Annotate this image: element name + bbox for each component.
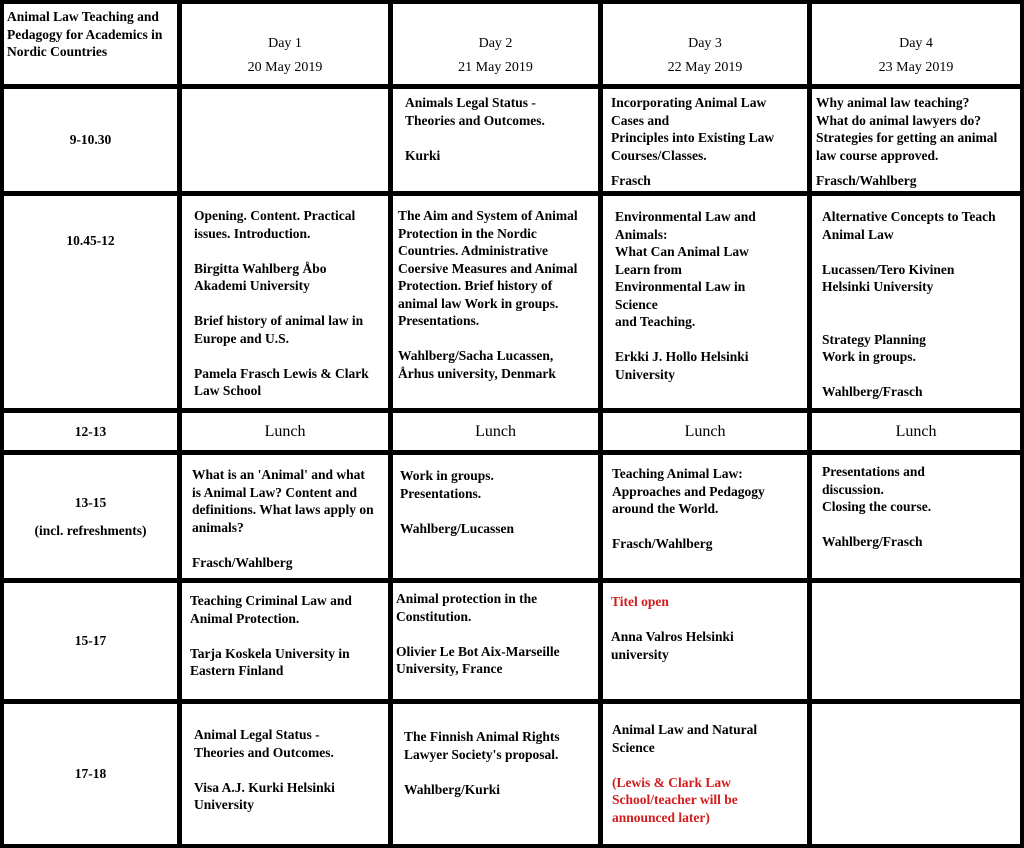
lunch-day4: Lunch bbox=[812, 413, 1020, 450]
session-text: around the World. bbox=[612, 501, 719, 516]
session-day1-slot1-empty bbox=[182, 89, 388, 191]
session-presenter: Birgitta Wahlberg Åbo bbox=[194, 260, 327, 276]
session-presenter: Pamela Frasch Lewis & Clark bbox=[194, 365, 369, 381]
session-presenter: Wahlberg/Frasch bbox=[822, 384, 923, 399]
session-text: Constitution. bbox=[396, 608, 472, 624]
session-text: Coersive Measures and Animal bbox=[398, 260, 578, 276]
session-day4-slot2 bbox=[812, 196, 1020, 408]
session-text: Courses/Classes. bbox=[611, 147, 707, 163]
day-3-date: 22 May 2019 bbox=[667, 60, 743, 75]
session-text: Incorporating Animal Law bbox=[611, 95, 767, 110]
session-text: Work in groups. bbox=[400, 468, 494, 483]
session-text: Protection. Brief history of bbox=[398, 278, 553, 293]
time-label: 10.45-12 bbox=[66, 233, 115, 248]
session-day4-slot4 bbox=[812, 455, 1020, 578]
session-text: Presentations. bbox=[398, 313, 480, 328]
day-2-label: Day 2 bbox=[478, 36, 513, 51]
session-presenter: Kurki bbox=[405, 147, 441, 163]
time-slot-13-15 bbox=[4, 455, 177, 578]
day-4-header bbox=[812, 4, 1020, 84]
session-presenter: Frasch/Wahlberg bbox=[612, 536, 713, 551]
day-3-header bbox=[603, 4, 807, 84]
session-text: Closing the course. bbox=[822, 499, 932, 514]
session-text: and Teaching. bbox=[615, 314, 696, 329]
day-4-date: 23 May 2019 bbox=[878, 60, 954, 75]
session-day3-slot6 bbox=[603, 704, 807, 844]
day-1-header bbox=[182, 4, 388, 84]
session-presenter: Helsinki University bbox=[822, 279, 934, 294]
session-text: Work in groups. bbox=[822, 349, 916, 364]
session-text: Science bbox=[615, 296, 658, 312]
session-text: Science bbox=[612, 739, 655, 755]
session-day1-slot6 bbox=[182, 704, 388, 844]
session-day2-slot4 bbox=[393, 455, 598, 578]
session-text: Strategy Planning bbox=[822, 331, 926, 347]
session-day3-slot2 bbox=[603, 196, 807, 408]
time-label: 17-18 bbox=[74, 766, 107, 782]
session-presenter: Wahlberg/Lucassen bbox=[400, 520, 515, 536]
session-day2-slot1 bbox=[393, 89, 598, 191]
session-text: Animal Law bbox=[822, 226, 894, 242]
day-1-label: Day 1 bbox=[268, 36, 302, 51]
session-text: Environmental Law and bbox=[615, 209, 756, 224]
day-2-header bbox=[393, 4, 598, 84]
session-presenter: Lucassen/Tero Kivinen bbox=[822, 261, 955, 277]
session-presenter: University bbox=[615, 366, 675, 382]
session-text: Presentations. bbox=[400, 485, 482, 501]
day-3-label: Day 3 bbox=[688, 36, 722, 51]
session-text: Europe and U.S. bbox=[194, 330, 290, 346]
session-day3-slot5 bbox=[603, 583, 807, 699]
session-presenter: Wahlberg/Sacha Lucassen, bbox=[398, 348, 554, 363]
session-presenter: University bbox=[194, 797, 254, 812]
session-text: Animals: bbox=[615, 226, 668, 242]
session-day4-slot5-empty bbox=[812, 583, 1020, 699]
lunch-day3: Lunch bbox=[603, 413, 807, 450]
session-presenter: Tarja Koskela University in bbox=[190, 645, 350, 661]
time-label: 9-10.30 bbox=[69, 132, 112, 148]
day-1-date: 20 May 2019 bbox=[247, 60, 323, 75]
session-text: Theories and Outcomes. bbox=[405, 112, 545, 128]
session-text: What Can Animal Law bbox=[615, 244, 749, 259]
session-day3-slot1 bbox=[603, 89, 807, 191]
session-day4-slot1 bbox=[812, 89, 1020, 191]
session-text: animals? bbox=[192, 519, 244, 535]
session-day2-slot5 bbox=[393, 583, 598, 699]
session-presenter: Visa A.J. Kurki Helsinki bbox=[194, 779, 335, 795]
session-text: Animal Protection. bbox=[190, 610, 300, 626]
time-slot-15-17 bbox=[4, 583, 177, 699]
schedule-title: Animal Law Teaching and Pedagogy for Academics in Nordic Countries bbox=[4, 4, 177, 84]
session-text: Titel open bbox=[611, 594, 669, 609]
session-day1-slot4 bbox=[182, 455, 388, 578]
time-slot-17-18 bbox=[4, 704, 177, 844]
session-text: Lawyer Society's proposal. bbox=[404, 746, 559, 762]
session-text: Countries. Administrative bbox=[398, 243, 548, 258]
time-note: (incl. refreshments) bbox=[34, 522, 147, 538]
session-presenter: Frasch/Wahlberg bbox=[192, 554, 293, 570]
session-text: discussion. bbox=[822, 481, 884, 497]
session-presenter: Eastern Finland bbox=[190, 663, 284, 678]
session-presenter: Århus university, Denmark bbox=[398, 365, 556, 381]
session-text: Opening. Content. Practical bbox=[194, 208, 356, 223]
session-text: Teaching Criminal Law and bbox=[190, 593, 352, 608]
session-text: Principles into Existing Law bbox=[611, 130, 775, 145]
session-text: Teaching Animal Law: bbox=[612, 466, 743, 481]
session-day2-slot2 bbox=[393, 196, 598, 408]
session-presenter: Frasch bbox=[611, 173, 651, 188]
time-label: 13-15 bbox=[74, 495, 107, 510]
session-presenter: university bbox=[611, 646, 669, 662]
time-slot-9-1030 bbox=[4, 89, 177, 191]
session-text: Brief history of animal law in bbox=[194, 313, 364, 328]
session-presenter: Frasch/Wahlberg bbox=[816, 173, 917, 188]
session-day1-slot2 bbox=[182, 196, 388, 408]
time-label: 12-13 bbox=[74, 423, 107, 439]
session-note: School/teacher will be bbox=[612, 792, 738, 807]
time-slot-12-13 bbox=[4, 413, 177, 450]
session-text: is Animal Law? Content and bbox=[192, 484, 358, 500]
day-2-date: 21 May 2019 bbox=[458, 60, 533, 75]
session-presenter: Wahlberg/Kurki bbox=[404, 781, 501, 797]
session-presenter: Olivier Le Bot Aix-Marseille bbox=[396, 643, 560, 659]
session-text: Strategies for getting an animal bbox=[816, 130, 998, 145]
session-text: Learn from bbox=[615, 261, 682, 277]
session-text: Theories and Outcomes. bbox=[194, 744, 334, 760]
session-text: What is an 'Animal' and what bbox=[192, 467, 365, 482]
session-text: Alternative Concepts to Teach bbox=[822, 209, 996, 224]
session-presenter: Akademi University bbox=[194, 278, 310, 293]
session-day3-slot4 bbox=[603, 455, 807, 578]
session-text: Cases and bbox=[611, 112, 670, 128]
session-text: Animal Legal Status - bbox=[194, 727, 320, 742]
session-text: Presentations and bbox=[822, 464, 925, 479]
session-note: announced later) bbox=[612, 809, 710, 825]
session-text: law course approved. bbox=[816, 147, 939, 163]
session-day4-slot6-empty bbox=[812, 704, 1020, 844]
session-text: issues. Introduction. bbox=[194, 225, 311, 241]
session-text: Protection in the Nordic bbox=[398, 225, 537, 241]
day-4-label: Day 4 bbox=[899, 36, 933, 51]
session-text: Environmental Law in bbox=[615, 279, 746, 294]
session-note: (Lewis & Clark Law bbox=[612, 774, 731, 790]
session-text: Why animal law teaching? bbox=[816, 95, 970, 110]
session-text: Animal Law and Natural bbox=[612, 722, 758, 737]
session-day2-slot6 bbox=[393, 704, 598, 844]
session-presenter: Anna Valros Helsinki bbox=[611, 629, 734, 644]
time-slot-1045-12 bbox=[4, 196, 177, 408]
session-text: Animal protection in the bbox=[396, 591, 538, 606]
session-presenter: Wahlberg/Frasch bbox=[822, 534, 923, 549]
session-text: Animals Legal Status - bbox=[405, 95, 536, 110]
lunch-day1: Lunch bbox=[182, 413, 388, 450]
session-text: The Finnish Animal Rights bbox=[404, 729, 560, 744]
time-label: 15-17 bbox=[74, 633, 107, 649]
session-text: Approaches and Pedagogy bbox=[612, 483, 765, 499]
lunch-day2: Lunch bbox=[393, 413, 598, 450]
session-day1-slot5 bbox=[182, 583, 388, 699]
session-text: definitions. What laws apply on bbox=[192, 502, 374, 517]
session-presenter: University, France bbox=[396, 661, 503, 676]
session-presenter: Erkki J. Hollo Helsinki bbox=[615, 349, 749, 364]
session-text: The Aim and System of Animal bbox=[398, 208, 578, 223]
session-presenter: Law School bbox=[194, 383, 262, 398]
session-text: What do animal lawyers do? bbox=[816, 112, 982, 128]
session-text: animal law Work in groups. bbox=[398, 295, 559, 311]
